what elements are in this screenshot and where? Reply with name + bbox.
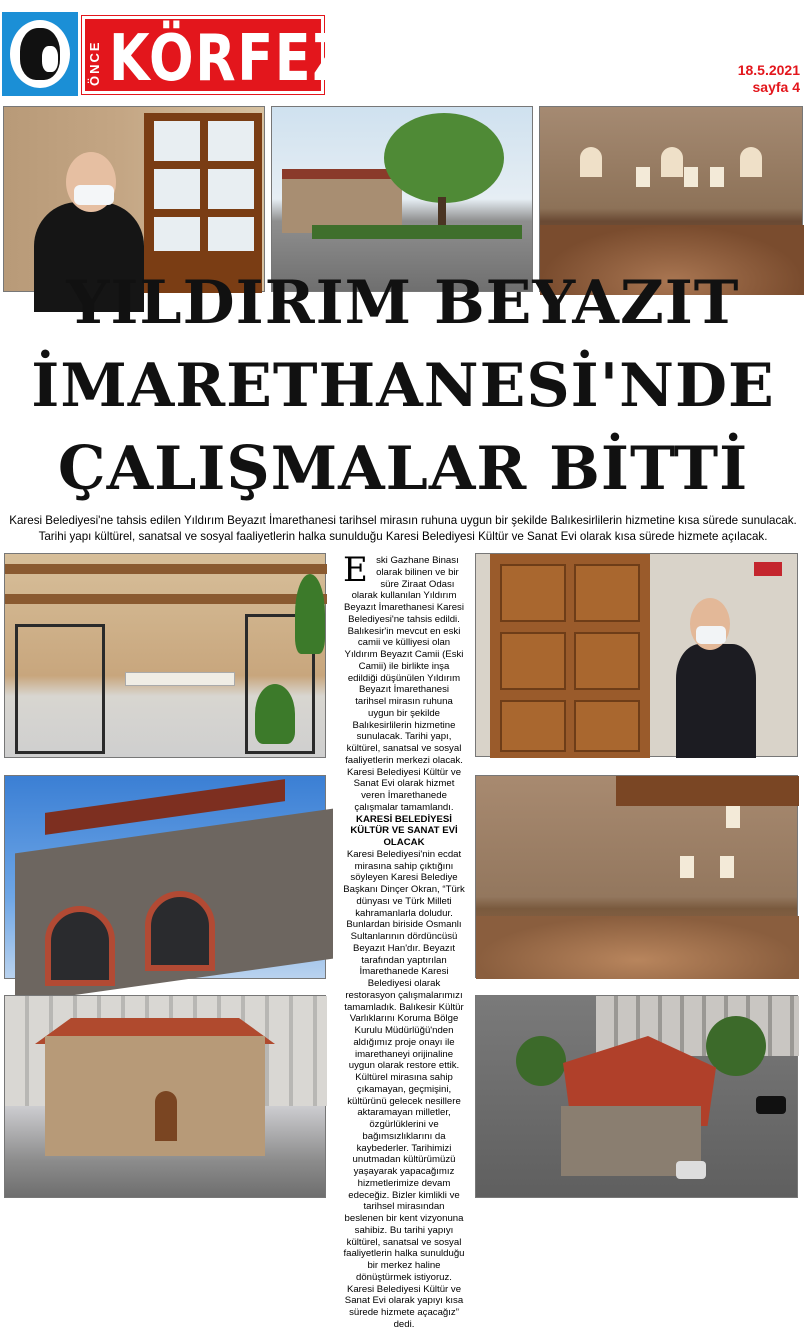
photo-restored-exterior-render: [4, 995, 326, 1198]
photo-library-render: [4, 553, 326, 758]
article-paragraph-1: [343, 550, 465, 814]
deck: [0, 513, 806, 545]
brand-name: KÖRFEZ: [109, 22, 352, 96]
masthead: [0, 10, 352, 96]
logo-portrait: [2, 12, 78, 96]
deck-line-1: Karesi Belediyesi'ne tahsis edilen Yıldırım Beyazıt İmarethanesi tarihsel mirasın ruhuna uygun bir şekilde Balıkesirlilerin hizmetine kısa sürede sunulacak.: [9, 514, 797, 527]
headline: [0, 262, 806, 511]
headline-line-2: İMARETHANESİ'NDE: [31, 351, 775, 421]
page-number: sayfa 4: [752, 79, 800, 95]
article-paragraph-1-text: ski Gazhane Binası olarak bilinen ve bir süre Ziraat Odası olarak kullanılan Yıldırım Beyazıt İmarethanesi Karesi Belediyesi'ne tahsis edildi. Balıkesir'in mevcut en eski camii ve külliyesi olan Yıldırım Beyazıt Camii (Eski Camii) ile birlikte inşa edildiği düşünülen Yıldırım Beyazıt İmarethanesi tarihsel mirasın ruhuna uygun bir şekilde Balıkesirlilerin hizmetine sunulacak. Tarihi yapı, kültürel, sanatsal ve sosyal faaliyetlerin merkezi olacak. Karesi Belediyesi Kültür ve Sanat Evi olarak hizmet veren İmarethanede çalışmalar tamamlandı.: [344, 555, 464, 813]
deck-line-2: Tarihi yapı kültürel, sanatsal ve sosyal faaliyetlerin halka sunulduğu Karesi Belediyesi Kültür ve Sanat Evi olarak kısa sürede hizmete açılacak.: [38, 530, 768, 543]
brand-logo: [82, 16, 352, 96]
headline-line-1: YILDIRIM BEYAZIT: [66, 268, 740, 338]
headline-line-3: ÇALIŞMALAR BİTTİ: [57, 434, 749, 504]
article-paragraph-2: Karesi Belediyesi'nin ecdat mirasına sahip çıktığını söyleyen Karesi Belediye Başkanı Dinçer Okran, “Türk dünyası ve Türk Milleti kahramanlarla doludur. Bunlardan biriside Osmanlı Sultanlarının dördüncüsü Beyazıt Han'dır. Beyazıt tarafından yaptırılan İmarethanede Karesi Belediyesi olarak restorasyon çalışmalarımızı tamamladık. Balıkesir Kültür Varlıklarını Koruma Bölge Kurulu Müdürlüğü'nden aldığımız proje onayı ile imarethaneyi orijinaline uygun olarak restore ettik. Kültürel mirasına sahip çıkamayan, geçmişini, kültürünü gelecek nesillere aktaramayan milletler, özgürlüklerini ve bağımsızlıklarını da kaybederler. Tarihimizi unutmadan kültürümüzü yaşayarak yapacağımız hizmetlerimize devam edeceğiz. Bizler kimlikli ve tarihsel mirasından beslenen bir kent vizyonuna sahibiz. Bu tarihi yapıyı kültürel, sanatsal ve sosyal faaliyetlerin halka sunulduğu bir merkez haline dönüştürmek istiyoruz. Karesi Belediyesi Kültür ve Sanat Evi olarak yapıyı kısa sürede hizmete açacağız” dedi.: [343, 848, 465, 1330]
article-subhead: KARESİ BELEDİYESİ KÜLTÜR VE SANAT EVİ OLACAK: [350, 813, 458, 848]
photo-interior-lit: [475, 775, 798, 978]
dropcap: E: [343, 550, 368, 590]
photo-aerial-view: [475, 995, 798, 1198]
brand-prefix: ÖNCE: [87, 40, 102, 86]
photo-exterior-stone-wall: [4, 775, 326, 979]
issue-date: 18.5.2021: [737, 62, 800, 78]
article-body: [343, 550, 465, 1331]
photo-mayor-at-door: [475, 553, 798, 757]
